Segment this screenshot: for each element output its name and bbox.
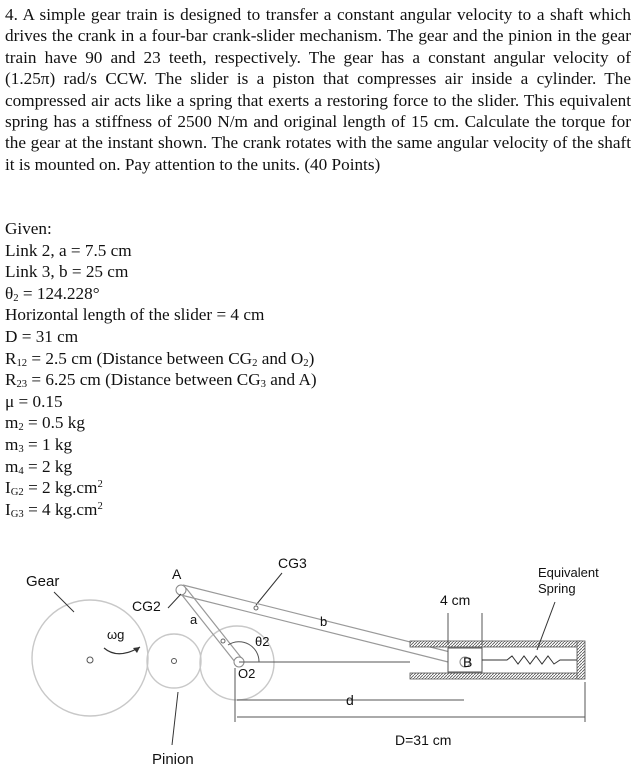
cg3-leader [256, 573, 282, 605]
given-r23: $R_{23} = 6.25$ cm (Distance between $CG_3$ and A) [5, 370, 317, 391]
pinion-center [172, 659, 177, 664]
pin-a [176, 585, 186, 595]
label-slider-length: 4 cm [440, 592, 471, 608]
given-link2: Link 2, a = 7.5 cm [5, 240, 132, 260]
label-omega: ωg [107, 627, 125, 642]
label-b-point: B [463, 654, 473, 670]
given-mu: μ = 0.15 [5, 391, 63, 411]
label-cg2: CG2 [132, 598, 161, 614]
given-r12: $R_{12} = 2.5$ cm (Distance between $CG_2$ and $O_2$) [5, 348, 315, 369]
problem-statement: 4. A simple gear train is designed to transfer a constant angular velocity to a shaft which drives the crank in a four-bar crank-slider mechanism. The gear and the pinion in the gear train have 90 and 23 teeth, respectively. The gear has a constant angular velocity of (1.25π) rad/s CCW. The slider is a piston that compresses air inside a cylinder. The compressed air acts like a spring that exerts a restoring force to the slider. This equivalent spring has a stiffness of 2500 N/m and original length of 15 cm. Calculate the torque for the gear at the instant shown. The crank rotates with the same angular velocity of the shaft it is mounted on. Pay attention to the units. (40 Points) [5, 5, 631, 174]
given-heading: Given: [5, 219, 52, 238]
label-cg3: CG3 [278, 555, 307, 571]
label-spring-line2: Spring [538, 581, 576, 596]
given-m3: $m_3 = 1$ kg [5, 434, 73, 456]
cg2-leader [168, 594, 181, 608]
coupler-link-b-inner [181, 595, 464, 666]
spring [482, 656, 577, 664]
cylinder-bottom-wall [410, 673, 582, 679]
given-ig2: $I_{G2} = 2$ $kg.cm^2$ [5, 478, 103, 499]
cg2-dot [221, 639, 225, 643]
cg3-dot [254, 606, 258, 610]
label-a-point: A [172, 566, 182, 582]
label-d-small: d [346, 692, 354, 708]
cylinder-top-wall [410, 641, 582, 647]
given-m2: $m_2 = 0.5$ kg [5, 413, 85, 434]
given-theta2: $\theta_2 = 124.228^\circ$ [5, 283, 100, 304]
label-spring-line1: Equivalent [538, 565, 599, 580]
given-m4: $m_4 = 2$ kg [5, 456, 73, 477]
cylinder-end-wall [577, 641, 585, 679]
label-gear: Gear [26, 573, 60, 590]
given-link3: Link 3, b = 25 cm [5, 262, 129, 282]
label-a-link: a [190, 612, 198, 627]
pinion-leader [172, 692, 178, 745]
mechanism-figure [0, 540, 638, 782]
label-d-total: D=31 cm [395, 732, 452, 748]
label-b-link: b [320, 614, 328, 629]
gear-leader [54, 592, 74, 612]
given-ig3: $I_{G3} = 4$ $kg.cm^2$ [5, 499, 103, 520]
given-d: D = 31 cm [5, 326, 79, 346]
given-slider-length: Horizontal length of the slider = 4 cm [5, 305, 265, 325]
label-o2: O2 [238, 666, 256, 681]
label-pinion: Pinion [152, 751, 194, 768]
given-section [5, 218, 425, 520]
gear-center [87, 657, 93, 663]
label-theta2: θ2 [255, 634, 270, 649]
